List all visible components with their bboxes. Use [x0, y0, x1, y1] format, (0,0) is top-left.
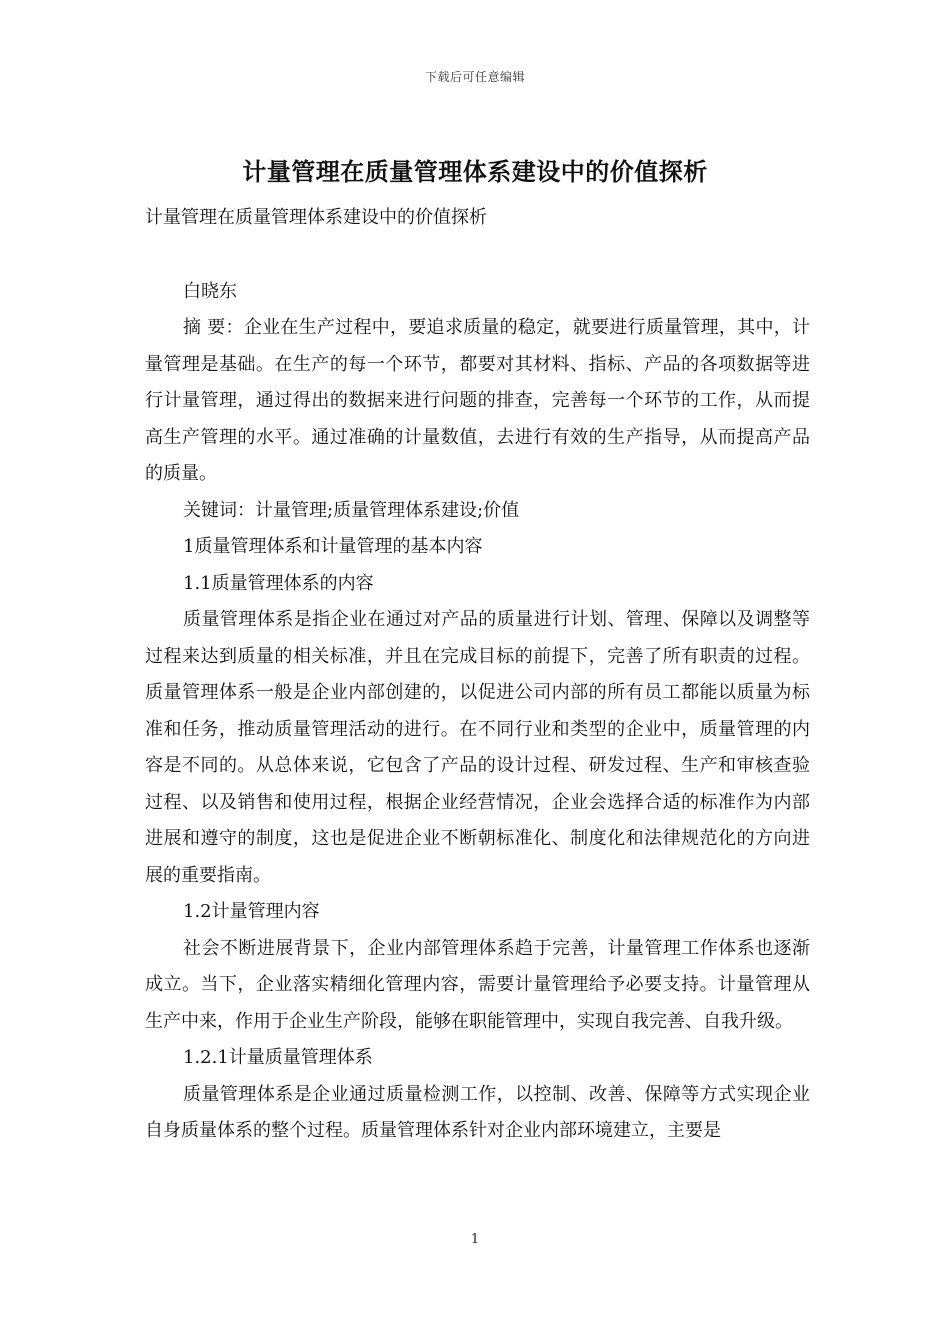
page-number: 1 [470, 1232, 480, 1247]
header-note: 下载后可任意编辑 [424, 70, 525, 84]
document-body [145, 200, 810, 1150]
section-heading-1-2-1: 1.2.1计量质量管理体系 [183, 1047, 373, 1068]
paragraph-1-1: 质量管理体系是指企业在通过对产品的质量进行计划、管理、保障以及调整等过程来达到质量的相关标准，并且在完成目标的前提下，完善了所有职责的过程。质量管理体系一般是企业内部创建的，以促进公司内部的所有员工都能以质量为标准和任务，推动质量管理活动的进行。在不同行业和类型的企业中，质量管理的内容是不同的。从总体来说，它包含了产品的设计过程、研发过程、生产和审核查验过程、以及销售和使用过程，根据企业经营情况，企业会选择合适的标准作为内部进展和遵守的制度，这也是促进企业不断朝标准化、制度化和法律规范化的方向进展的重要指南。 [145, 609, 810, 886]
abstract: 摘 要：企业在生产过程中，要追求质量的稳定，就要进行质量管理，其中，计量管理是基础。在生产的每一个环节，都要对其材料、指标、产品的各项数据等进行计量管理，通过得出的数据来进行问题的排查，完善每一个环节的工作，从而提高生产管理的水平。通过准确的计量数值，去进行有效的生产指导，从而提高产品的质量。 [145, 317, 810, 484]
section-heading-1-1: 1.1质量管理体系的内容 [183, 572, 374, 594]
paragraph-1-2: 社会不断进展背景下，企业内部管理体系趋于完善，计量管理工作体系也逐渐成立。当下，企业落实精细化管理内容，需要计量管理给予必要支持。计量管理从生产中来，作用于企业生产阶段，能够在职能管理中，实现自我完善、自我升级。 [145, 937, 810, 1032]
document-title: 计量管理在质量管理体系建设中的价值探析 [242, 157, 708, 186]
author: 白晓东 [183, 280, 237, 302]
paragraph-1-2-1: 质量管理体系是企业通过质量检测工作，以控制、改善、保障等方式实现企业自身质量体系的整个过程。质量管理体系针对企业内部环境建立，主要是 [145, 1083, 810, 1141]
section-heading-1: 1质量管理体系和计量管理的基本内容 [183, 536, 483, 557]
blank-line [145, 237, 810, 274]
section-heading-1-2: 1.2计量管理内容 [183, 901, 320, 922]
keywords: 关键词：计量管理;质量管理体系建设;价值 [183, 499, 520, 521]
subtitle: 计量管理在质量管理体系建设中的价值探析 [145, 207, 487, 228]
